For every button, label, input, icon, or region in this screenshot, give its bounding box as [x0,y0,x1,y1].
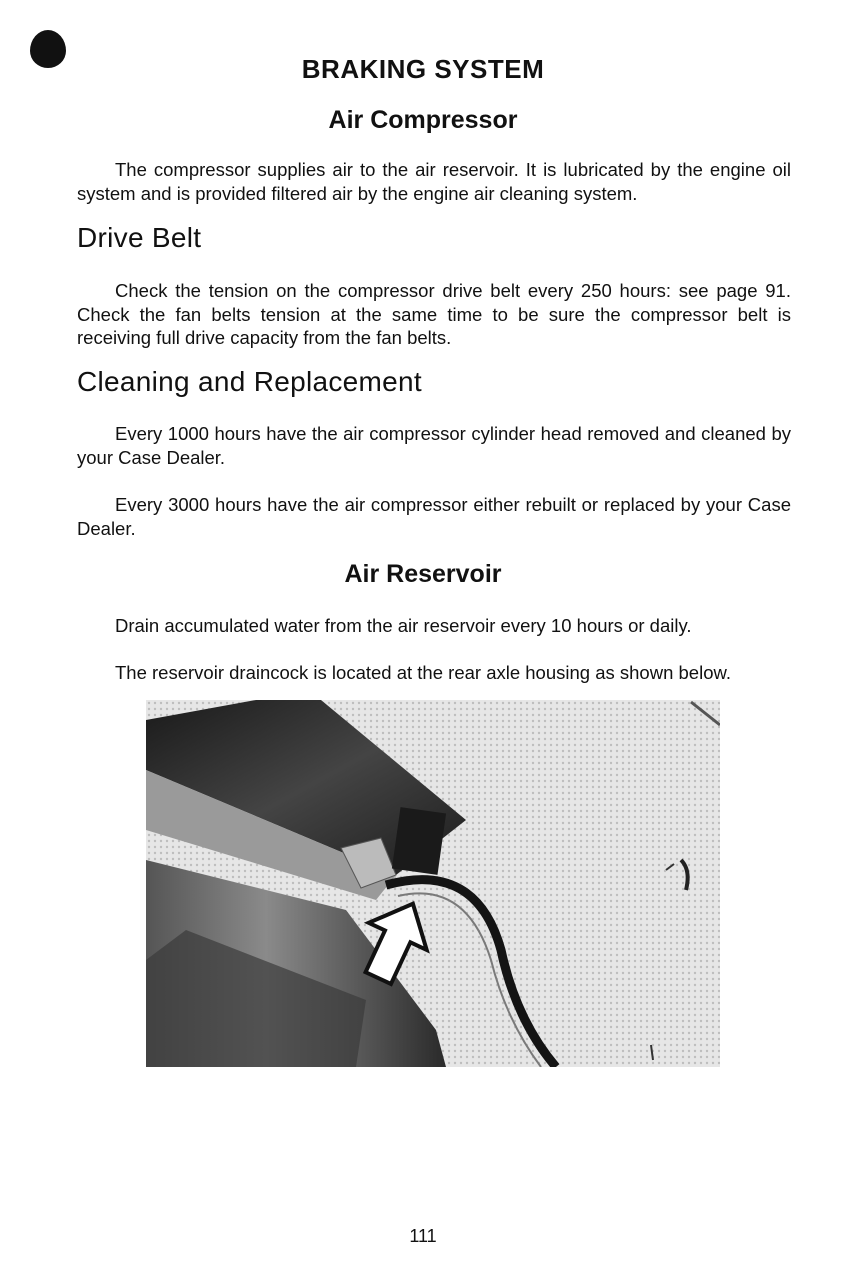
cleaning-text-1000: Every 1000 hours have the air compressor cylinder head removed and cleaned by your Case Dealer. [77,423,791,468]
subsection-title-cleaning: Cleaning and Replacement [77,366,422,397]
cleaning-text-3000: Every 3000 hours have the air compressor either rebuilt or replaced by your Case Dealer. [77,494,791,539]
air-reservoir-text-drain: Drain accumulated water from the air reservoir every 10 hours or daily. [115,615,692,636]
subsection-title-drive-belt: Drive Belt [77,222,202,253]
page-title: BRAKING SYSTEM [301,54,545,84]
section-title-air-reservoir: Air Reservoir [344,560,502,588]
drive-belt-text: Check the tension on the compressor drive belt every 250 hours: see page 91. Check the fan belts tension at the same time to be sure the compressor belt is receiving full drive capacity from the fan belts. [77,280,791,348]
drain-decal [392,807,446,875]
page-number: 111 [409,1226,437,1246]
air-compressor-intro: The compressor supplies air to the air reservoir. It is lubricated by the engine oil system and is provided filtered air by the engine air cleaning system. [77,159,791,204]
section-title-air-compressor: Air Compressor [328,106,518,134]
draincock-photo [146,700,720,1067]
air-reservoir-text-location: The reservoir draincock is located at the rear axle housing as shown below. [115,662,731,683]
